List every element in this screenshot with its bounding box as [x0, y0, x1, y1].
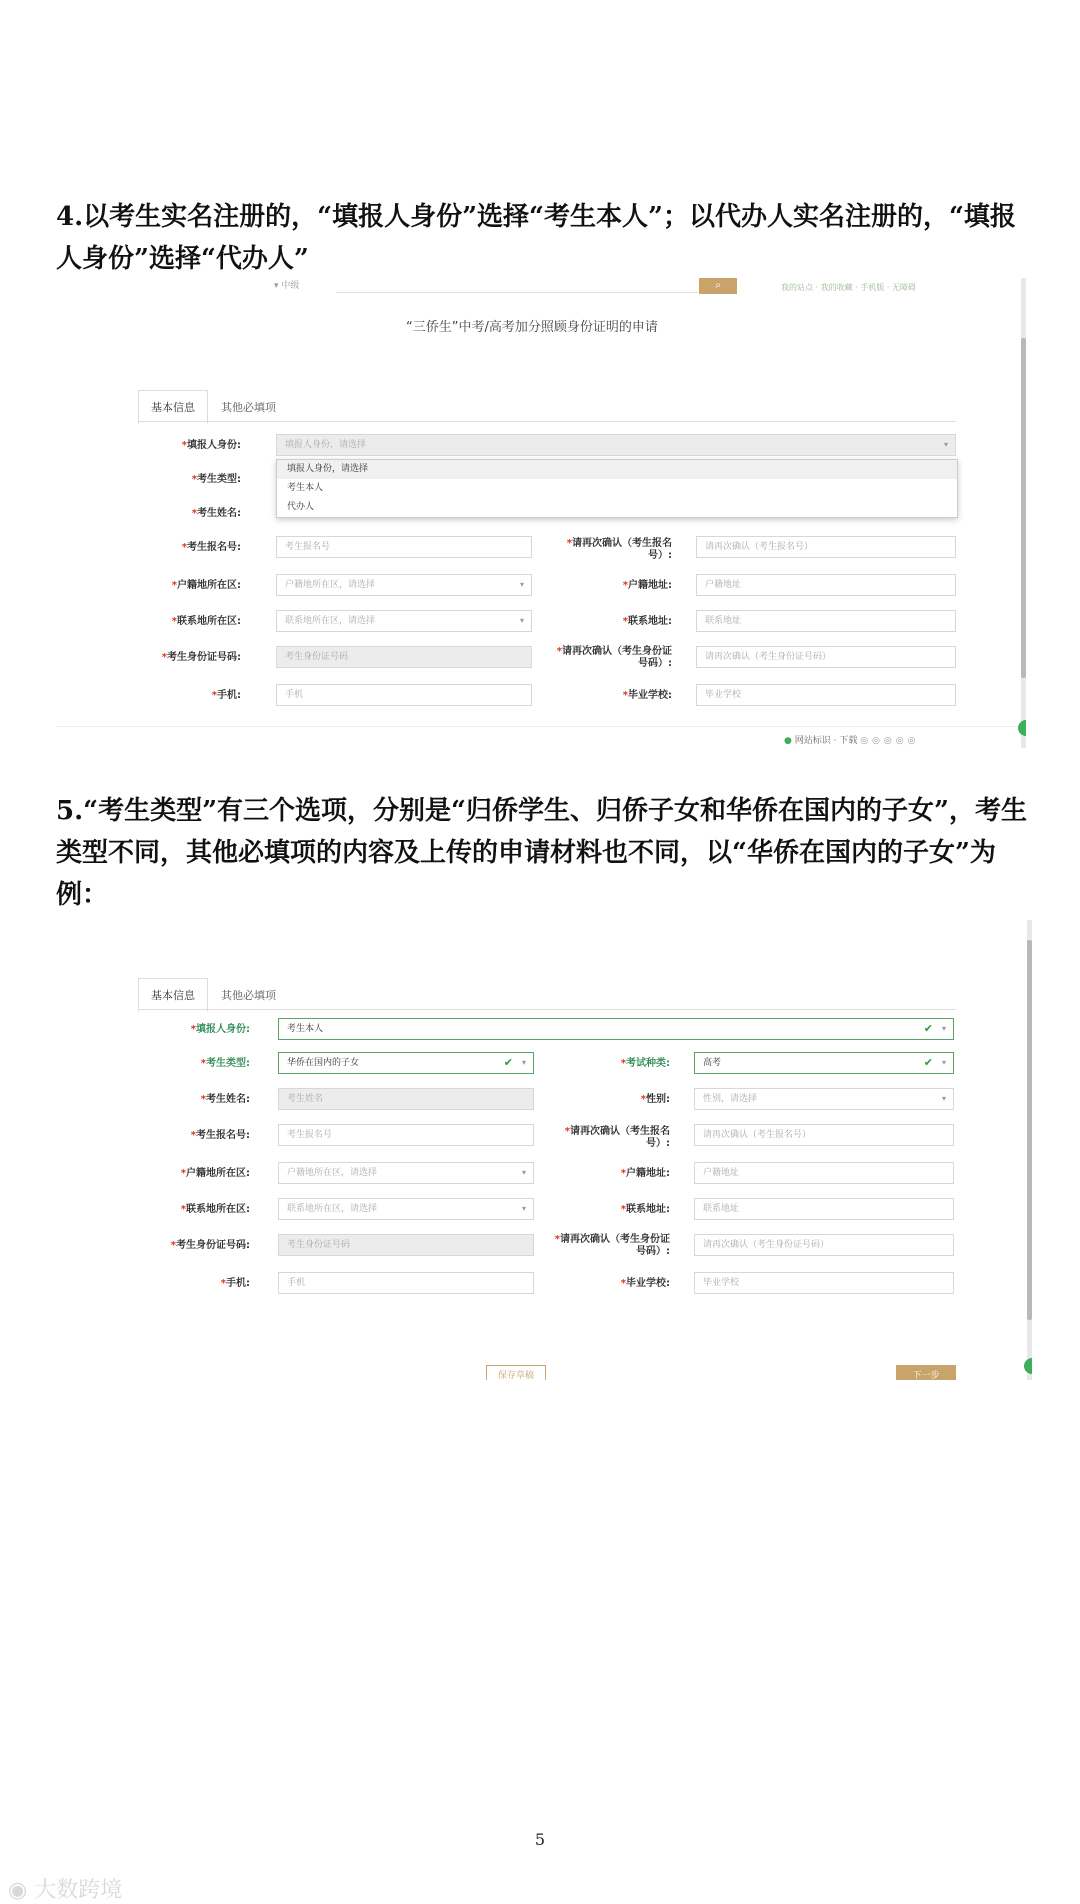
- search-button[interactable]: [699, 278, 737, 294]
- hukou-area-select[interactable]: 户籍地所在区，请选择 ▾: [278, 1162, 534, 1184]
- contact-area-label: *联系地所在区:: [180, 1204, 250, 1215]
- dropdown-option-self[interactable]: 考生本人: [287, 483, 324, 493]
- chevron-down-icon: ▾: [941, 1094, 946, 1103]
- footer-bar: ● 网站标识 · 下载 ◎◎◎◎◎: [784, 736, 920, 746]
- id-input[interactable]: 考生身份证号码: [276, 646, 532, 668]
- chevron-down-icon: ▾: [941, 1024, 946, 1033]
- type-label: *考生类型:: [191, 474, 241, 485]
- reg-label: *考生报名号:: [190, 1130, 250, 1141]
- chevron-down-icon: ▾: [521, 1204, 526, 1213]
- tab-divider: [138, 421, 956, 422]
- search-input[interactable]: [336, 278, 698, 293]
- phone-input[interactable]: 手机: [276, 684, 532, 706]
- exam-type-select[interactable]: 高考 ✔ ▾: [694, 1052, 954, 1074]
- id-confirm-label: *请再次确认（考生身份证号码）:: [554, 1234, 670, 1257]
- paragraph-step-5: 5.“考生类型”有三个选项，分别是“归侨学生、归侨子女和华侨在国内的子女”，考生类型不同，其他必填项的内容及上传的申请材料也不同，以“华侨在国内的子女”为例：: [56, 796, 1027, 910]
- contact-addr-label: *联系地址:: [620, 1204, 670, 1215]
- chevron-down-icon: ▾: [521, 1168, 526, 1177]
- hukou-area-select[interactable]: 户籍地所在区，请选择 ▾: [276, 574, 532, 596]
- id-confirm-input[interactable]: 请再次确认（考生身份证号码）: [694, 1234, 954, 1256]
- tab-divider: [138, 1009, 956, 1010]
- dropdown-option-placeholder[interactable]: 填报人身份，请选择: [277, 460, 957, 479]
- candidate-type-select[interactable]: 华侨在国内的子女 ✔ ▾: [278, 1052, 534, 1074]
- hukou-addr-label: *户籍地址:: [622, 580, 672, 591]
- reg-input[interactable]: 考生报名号: [276, 536, 532, 558]
- hukou-addr-label: *户籍地址:: [620, 1168, 670, 1179]
- top-links[interactable]: 我的站点 · 我的收藏 · 手机版 · 无障碍: [781, 283, 916, 292]
- tab-basic-info[interactable]: 基本信息: [138, 978, 208, 1012]
- hukou-area-label: *户籍地所在区:: [180, 1168, 250, 1179]
- check-icon: ✔: [923, 1056, 933, 1069]
- screenshot-step-4: [56, 278, 1026, 748]
- watermark: ◉ 大数跨境: [8, 1878, 123, 1903]
- contact-area-select[interactable]: 联系地所在区，请选择 ▾: [278, 1198, 534, 1220]
- contact-addr-input[interactable]: 联系地址: [694, 1198, 954, 1220]
- filler-identity-select[interactable]: 填报人身份，请选择 ▾: [276, 434, 956, 456]
- school-input[interactable]: 毕业学校: [694, 1272, 954, 1294]
- chevron-down-icon: ▾: [519, 616, 524, 625]
- page-number: 5: [534, 1830, 546, 1849]
- id-label: *考生身份证号码:: [170, 1240, 250, 1251]
- id-label: *考生身份证号码:: [161, 652, 241, 663]
- chevron-down-icon: ▾: [274, 281, 279, 291]
- school-label: *毕业学校:: [620, 1278, 670, 1289]
- page-title: “三侨生”中考/高考加分照顾身份证明的申请: [406, 320, 658, 335]
- dropdown-option-agent[interactable]: 代办人: [287, 502, 315, 512]
- next-step-button[interactable]: 下一步: [896, 1365, 956, 1380]
- chevron-down-icon: ▾: [941, 1058, 946, 1067]
- search-icon: ⌕: [715, 280, 721, 291]
- reg-label: *考生报名号:: [181, 542, 241, 553]
- chevron-down-icon: ▾: [519, 580, 524, 589]
- paragraph-step-4: 4.以考生实名注册的，“填报人身份”选择“考生本人”；以代办人实名注册的，“填报人身份”选择“代办人”: [56, 202, 1016, 274]
- contact-addr-label: *联系地址:: [622, 616, 672, 627]
- tab-other-required[interactable]: 其他必填项: [221, 401, 276, 414]
- reg-confirm-label: *请再次确认（考生报名号）:: [566, 538, 672, 561]
- filler-identity-select[interactable]: 考生本人 ✔ ▾: [278, 1018, 954, 1040]
- tab-basic-info[interactable]: 基本信息: [138, 390, 208, 424]
- logo-icon: ◉: [8, 1878, 28, 1903]
- hukou-addr-input[interactable]: 户籍地址: [694, 1162, 954, 1184]
- exam-label: *考试种类:: [620, 1058, 670, 1069]
- reg-confirm-input[interactable]: 请再次确认（考生报名号）: [694, 1124, 954, 1146]
- tab-bar: [138, 390, 289, 424]
- gender-label: *性别:: [640, 1094, 670, 1105]
- toolbar-icons[interactable]: ◎◎◎◎◎: [860, 736, 920, 746]
- save-draft-button[interactable]: 保存草稿: [486, 1365, 546, 1380]
- top-location[interactable]: ▾ 中级: [274, 281, 300, 291]
- name-label: *考生姓名:: [191, 508, 241, 519]
- phone-input[interactable]: 手机: [278, 1272, 534, 1294]
- chevron-down-icon: ▾: [943, 440, 948, 449]
- reg-input[interactable]: 考生报名号: [278, 1124, 534, 1146]
- filler-label: *填报人身份:: [181, 440, 241, 451]
- tab-other-required[interactable]: 其他必填项: [221, 989, 276, 1002]
- school-label: *毕业学校:: [622, 690, 672, 701]
- contact-area-label: *联系地所在区:: [171, 616, 241, 627]
- name-input[interactable]: 考生姓名: [278, 1088, 534, 1110]
- float-dot-icon[interactable]: [1024, 1358, 1032, 1374]
- chevron-down-icon: ▾: [521, 1058, 526, 1067]
- gender-select[interactable]: 性别，请选择 ▾: [694, 1088, 954, 1110]
- contact-area-select[interactable]: 联系地所在区，请选择 ▾: [276, 610, 532, 632]
- id-confirm-label: *请再次确认（考生身份证号码）:: [556, 646, 672, 669]
- tab-bar: [138, 978, 289, 1012]
- check-icon: ✔: [503, 1056, 513, 1069]
- hukou-area-label: *户籍地所在区:: [171, 580, 241, 591]
- contact-addr-input[interactable]: 联系地址: [696, 610, 956, 632]
- phone-label: *手机:: [220, 1278, 250, 1289]
- shield-icon: ●: [784, 736, 792, 746]
- hukou-addr-input[interactable]: 户籍地址: [696, 574, 956, 596]
- name-label: *考生姓名:: [200, 1094, 250, 1105]
- screenshot-step-5: [110, 920, 1032, 1380]
- reg-confirm-input[interactable]: 请再次确认（考生报名号）: [696, 536, 956, 558]
- scrollbar-thumb[interactable]: [1027, 940, 1032, 1320]
- scrollbar-thumb[interactable]: [1021, 338, 1026, 678]
- id-confirm-input[interactable]: 请再次确认（考生身份证号码）: [696, 646, 956, 668]
- float-dot-icon[interactable]: [1018, 720, 1026, 736]
- school-input[interactable]: 毕业学校: [696, 684, 956, 706]
- id-input[interactable]: 考生身份证号码: [278, 1234, 534, 1256]
- reg-confirm-label: *请再次确认（考生报名号）:: [564, 1126, 670, 1149]
- type-label: *考生类型:: [200, 1058, 250, 1069]
- filler-label: *填报人身份:: [190, 1024, 250, 1035]
- footer-divider: [56, 726, 1018, 727]
- check-icon: ✔: [923, 1022, 933, 1035]
- filler-identity-dropdown[interactable]: [276, 459, 958, 518]
- phone-label: *手机:: [211, 690, 241, 701]
